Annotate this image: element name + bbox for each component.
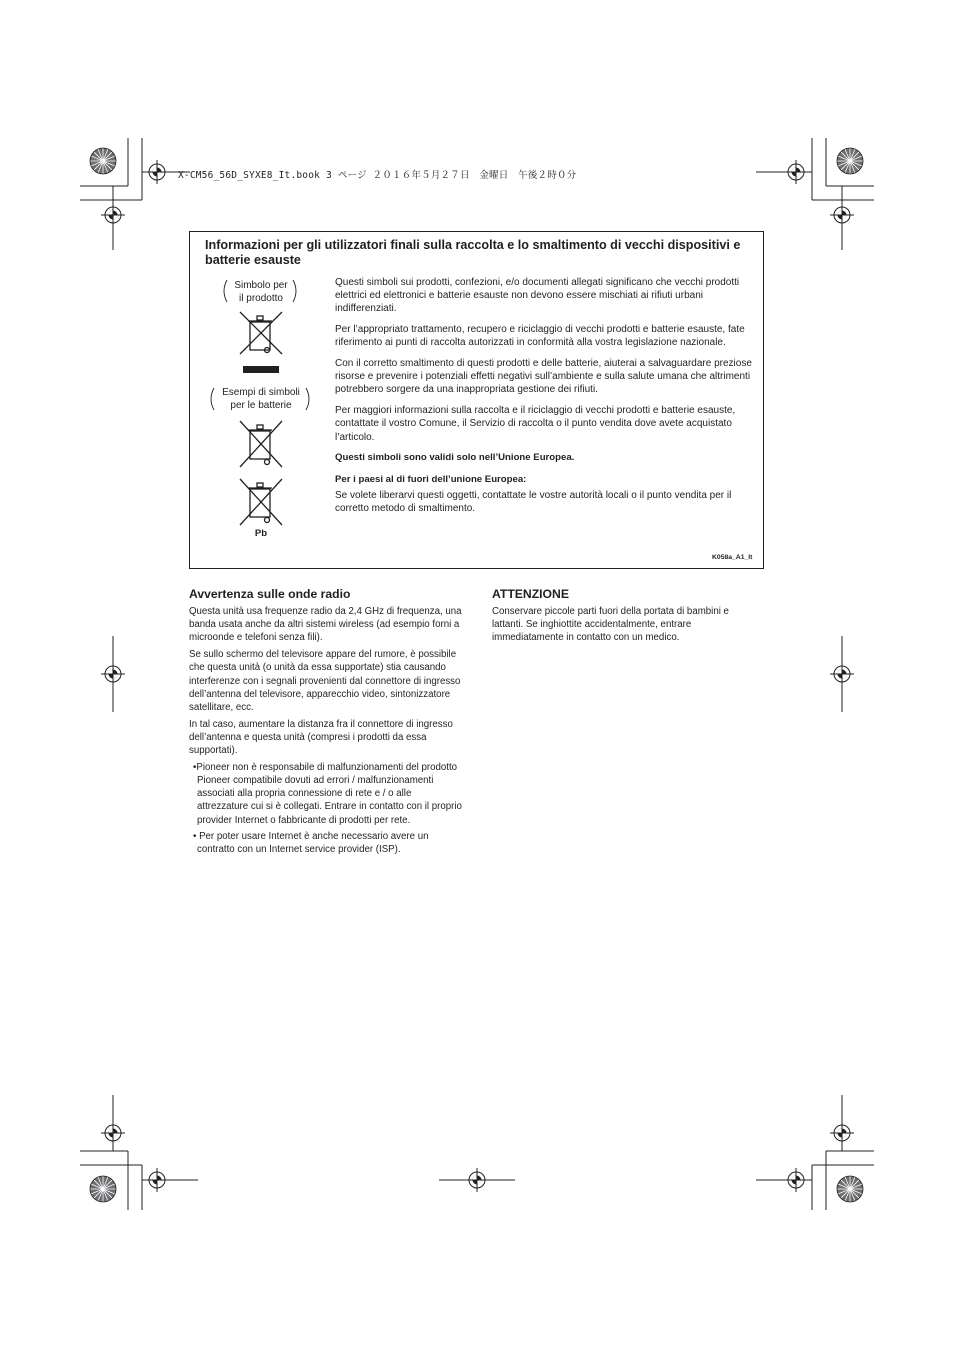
radio-bullet: •Pioneer non è responsabile di malfunzionamenti del prodotto Pioneer compatibile dovuti ad errori / malfunzionamenti associati alla propria connessione di rete e / o alle attrezzature cui si è collegati. Entrare in contatto con il proprio provider Internet o fabbricante di prodotti per rete.: [193, 761, 462, 826]
outside-eu-heading: Per i paesi al di fuori dell’unione Europea:: [335, 474, 527, 486]
radio-paragraph: Questa unità usa frequenze radio da 2,4 GHz di frequenza, una banda usata anche da altri sistemi wireless (ad esempio forni a microonde e telefoni senza fili).: [189, 606, 462, 644]
notice-paragraph: Per l’appropriato trattamento, recupero e riciclaggio di vecchi prodotti e batterie esauste, fate riferimento ai punti di raccolta autorizzati in conformità alla vostra legislazione nazionale.: [335, 324, 745, 349]
notice-body: [335, 276, 755, 523]
crossed-bin-battery-icon: [236, 419, 286, 471]
eu-only-note: Questi simboli sono validi solo nell’Unione Europea.: [335, 452, 575, 464]
notice-title: Informazioni per gli utilizzatori finali sulla raccolta e lo smaltimento di vecchi dispositivi e batterie esauste: [205, 238, 741, 267]
radio-paragraph: Se sullo schermo del televisore appare del rumore, è possibile che questa unità (o unità da essa supportate) stia causando interferenze con i segnali provenienti dal connettore di ingresso dell’antenna del televisore, apparecchio video, sintonizzatore satellitare, ecc.: [189, 649, 461, 713]
caution-text: Conservare piccole parti fuori della portata di bambini e lattanti. Se inghiottite accidentalmente, entrare immediatamente in contatto con un medico.: [492, 606, 729, 644]
pb-label: Pb: [254, 528, 268, 539]
radio-bullet: • Per poter usare Internet è anche necessario avere un contratto con un Internet service provider (ISP).: [193, 831, 429, 856]
radio-wave-section: [189, 587, 465, 860]
radio-heading: Avvertenza sulle onde radio: [189, 587, 351, 601]
product-symbol-label: Simbolo per il prodotto: [234, 280, 288, 304]
outside-eu-text: Se volete liberarvi questi oggetti, contattate le vostre autorità locali o il punto vendita per il corretto metodo di smaltimento.: [335, 489, 732, 514]
caution-heading: ATTENZIONE: [492, 587, 569, 601]
file-info-header: X-CM56_56D_SYXE8_It.book 3 ページ ２０１６年５月２７日 金曜日 午後２時０分: [178, 170, 577, 181]
radio-paragraph: In tal caso, aumentare la distanza fra il connettore di ingresso dell’antenna e questa unità (compresi i prodotti da essa supportati).: [189, 718, 453, 757]
crossed-bin-product-icon: [236, 310, 286, 376]
battery-symbols-label: Esempi di simboli per le batterie: [222, 387, 300, 411]
notice-paragraph: Per maggiori informazioni sulla raccolta e il riciclaggio di vecchi prodotti e batterie esauste, contattate il vostro Comune, il Servizio di raccolta o il punto vendita dove avete acquistato l’articolo.: [335, 405, 736, 443]
notice-paragraph: Questi simboli sui prodotti, confezioni, e/o documenti allegati significano che vecchi prodotti elettrici ed elettronici e batterie esauste non devono essere mischiati ai rifiuti urbani indifferenziati.: [335, 277, 740, 315]
notice-paragraph: Con il corretto smaltimento di questi prodotti e delle batterie, aiuterai a salvaguardare preziose risorse e prevenire i potenziali effetti negativi sull’ambiente e sulla salute umana che altrimenti potrebbero sorgere da una inappropriata gestione dei rifiuti.: [335, 358, 752, 396]
document-code: K058a_A1_It: [712, 554, 753, 561]
crossed-bin-pb-battery-icon: [236, 477, 286, 529]
caution-section: [492, 587, 754, 648]
